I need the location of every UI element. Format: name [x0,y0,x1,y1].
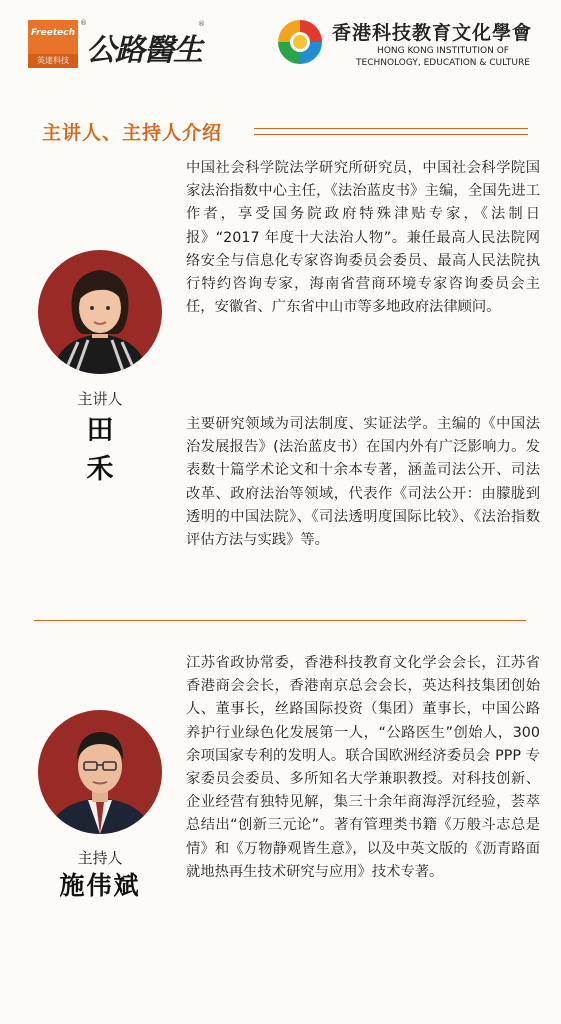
registered-mark-2: ® [198,20,205,28]
registered-mark: ® [80,19,87,27]
brand-name: 公路醫生 [86,33,202,68]
freetech-logo-cn: 英達科技 [28,54,78,68]
speaker-role-label: 主讲人 [77,390,123,408]
section-title-rule [254,128,528,135]
institute-name-cn: 香港科技教育文化學會 [332,22,533,44]
freetech-logo [28,20,78,68]
section-title: 主讲人、主持人介绍 [42,122,223,144]
speaker-name: 田 禾 [86,415,138,485]
host-name: 施伟斌 [59,871,141,900]
host-portrait [38,710,162,834]
host-bio-paragraph: 江苏省政协常委，香港科技教育文化学会会长，江苏省香港商会会长，香港南京总会会长，英达科技集团创始人、董事长，丝路国际投资（集团）董事长，中国公路养护行业绿色化发展第一人，“公路医生”创始人，300 余项国家专利的发明人。联合国欧洲经济委员会 PPP 专家委员会委员、多所知名大学兼职教授。对科技创新、企业经营有独特见解，集三十余年商海浮沉经验，荟萃总结出“创新三元论”。著有管理类书籍《万般斗志总是情》和《万物静观皆生意》，以及中英文版的《沥青路面就地热再生技术研究与应用》技术专著。 [186,655,540,880]
speaker-bio-paragraph-1: 中国社会科学院法学研究所研究员，中国社会科学院国家法治指数中心主任，《法治蓝皮书》主编，全国先进工作者，享受国务院政府特殊津贴专家，《法制日报》“2017 年度十大法治人物”。兼任最高人民法院网络安全与信息化专家咨询委员会委员、最高人民法院执行特约咨询专家，海南省营商环境专家咨询委员会主任，安徽省、广东省中山市等多地政府法律顾问。 [186,160,540,316]
section-divider [34,620,526,621]
speaker-portrait [38,250,162,374]
freetech-logo-text: Freetech [31,28,75,38]
institute-logo-icon [276,18,324,66]
institute-name-en-line1: HONG KONG INSTITUTION OF [377,46,509,56]
host-role-label: 主持人 [77,849,123,867]
speaker-bio-paragraph-2: 主要研究领域为司法制度、实证法学。主编的《中国法治发展报告》(法治蓝皮书）在国内外有广泛影响力。发表数十篇学术论文和十余本专著，涵盖司法公开、司法改革、政府法治等领域，代表作《司法公开：由朦胧到透明的中国法院》、《司法透明度国际比较》、《法治指数评估方法与实践》等。 [186,416,540,549]
institute-name-en-line2: TECHNOLOGY, EDUCATION & CULTURE [356,58,530,68]
